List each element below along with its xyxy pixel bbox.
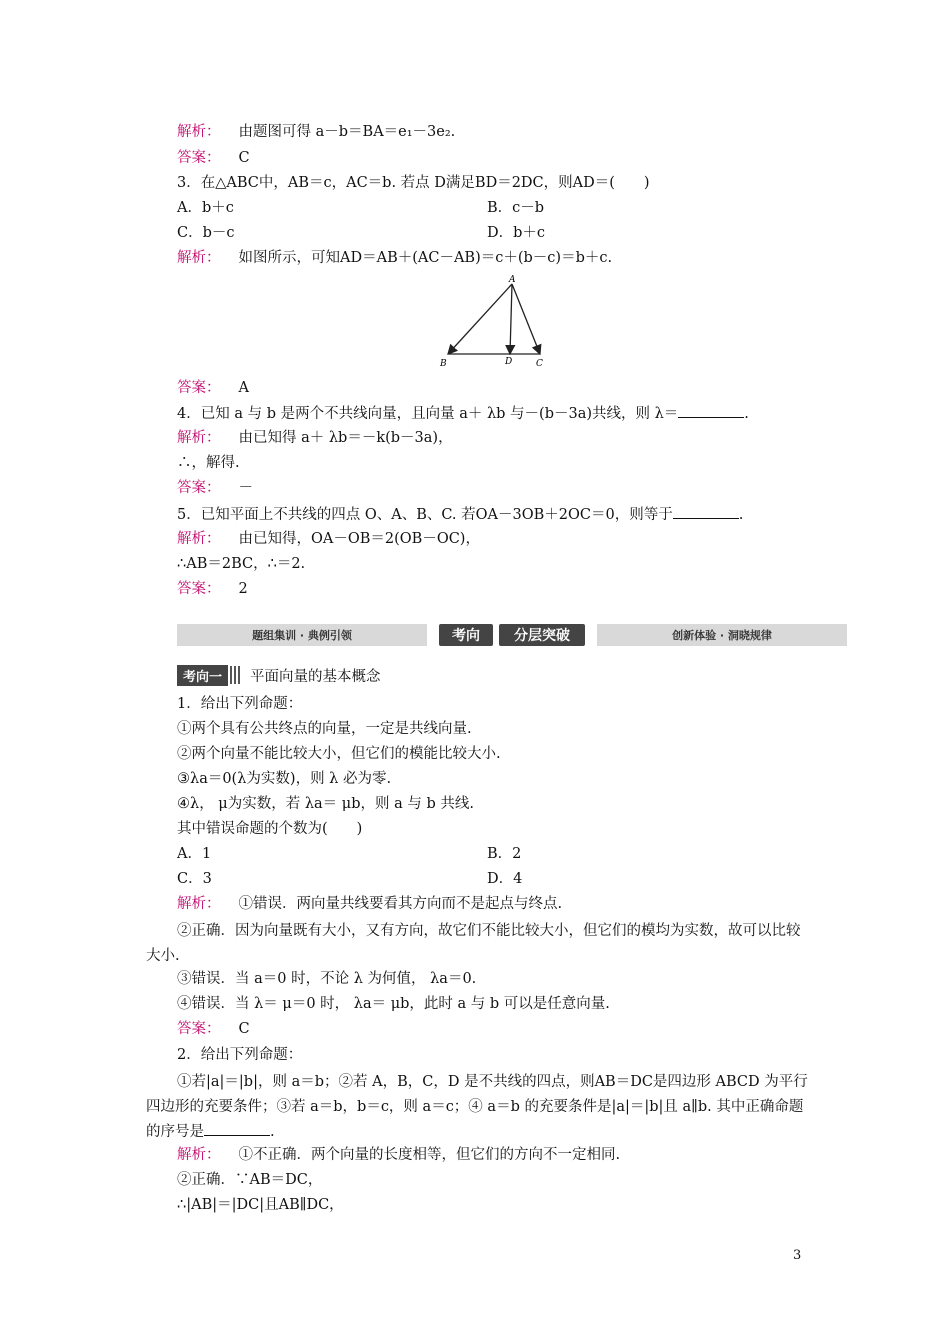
point-label-a: A (509, 275, 516, 285)
answer-label: 答案： (177, 380, 221, 396)
p2-analysis (177, 1145, 620, 1165)
p1-question: 其中错误命题的个数为( ) (177, 821, 363, 837)
analysis-label: 解析： (177, 896, 221, 912)
q3-analysis-text: 如图所示，可知AD＝AB＋(AC－AB)＝c＋(b－c)＝b＋c. (238, 250, 613, 266)
p2-line-3: ∴|AB|＝|DC|且AB∥DC， (177, 1197, 344, 1213)
section-heading (177, 664, 381, 686)
q4-stem-end: . (744, 406, 749, 422)
analysis-label: 解析： (177, 1147, 221, 1163)
analysis-label: 解析： (177, 430, 221, 446)
q4-stem-text: 4．已知 a 与 b 是两个不共线向量，且向量 a＋ λb 与－(b－3a)共线，则 λ＝ (177, 406, 679, 422)
p2-body-end: . (270, 1124, 275, 1140)
q3-answer-text: A (238, 380, 249, 396)
p1-line-2: ②正确．因为向量既有大小，又有方向，故它们不能比较大小，但它们的模均为实数，故可以比较大小. (146, 923, 801, 964)
q4-stem (177, 403, 749, 424)
q2-answer-text: C (238, 150, 250, 166)
q5-blank (673, 504, 739, 519)
q3-option-b: B．c－b (487, 200, 545, 216)
q5-line2: ∴AB＝2BC，∴＝2. (177, 556, 306, 572)
section-title: 平面向量的基本概念 (250, 668, 381, 685)
p1-option-c: C．3 (177, 871, 212, 887)
point-label-c: C (536, 359, 543, 369)
q4-answer-text: － (238, 480, 253, 496)
q3-option-d: D．b＋c (487, 225, 546, 241)
section-banner (177, 624, 847, 646)
q5-stem (177, 504, 743, 525)
q2-analysis (177, 122, 455, 142)
q5-answer-text: 2 (238, 581, 248, 597)
answer-label: 答案： (177, 1021, 221, 1037)
banner-mid-a: 考向 (439, 624, 493, 646)
p1-answer (177, 1019, 250, 1039)
point-label-b: B (440, 359, 447, 369)
p1-item-3: ③λa＝0(λ为实数)，则 λ 必为零. (177, 771, 392, 787)
q5-analysis (177, 529, 480, 549)
p1-item-4: ④λ， μ为实数，若 λa＝ μb，则 a 与 b 共线. (177, 796, 474, 812)
p1-line-3: ③错误．当 a＝0 时，不论 λ 为何值， λa＝0. (177, 971, 477, 987)
q5-stem-text: 5．已知平面上不共线的四点 O、A、B、C. 若OA－3OB＋2OC＝0，则等于 (177, 507, 673, 523)
vector-ac (512, 284, 540, 354)
p1-option-a: A．1 (177, 846, 212, 862)
q4-line2: ∴，解得. (177, 455, 240, 471)
answer-label: 答案： (177, 480, 221, 496)
p1-item-2: ②两个向量不能比较大小，但它们的模能比较大小. (177, 746, 501, 762)
analysis-label: 解析： (177, 124, 221, 140)
p1-option-d: D．4 (487, 871, 523, 887)
p2-body-text: ①若|a|＝|b|，则 a＝b；②若 A，B，C，D 是不共线的四点，则AB＝DC是四边形 ABCD 为平行四边形的充要条件；③若 a＝b，b＝c，则 a＝c；④ a＝b 的充要条件是|a|＝|b|且 a∥b. 其中正确命题的序号是 (146, 1074, 808, 1140)
q4-blank (678, 403, 744, 418)
q2-answer (177, 148, 250, 168)
q4-analysis-text: 由已知得 a＋ λb＝－k(b－3a)， (238, 430, 453, 446)
p1-answer-text: C (238, 1021, 250, 1037)
p2-body (146, 1070, 810, 1145)
answer-label: 答案： (177, 581, 221, 597)
answer-label: 答案： (177, 150, 221, 166)
p1-analysis-text: ①错误．两向量共线要看其方向而不是起点与终点. (238, 896, 563, 912)
q3-analysis (177, 248, 612, 268)
banner-mid (439, 624, 585, 646)
q4-answer (177, 478, 253, 498)
q3-option-c: C．b－c (177, 225, 235, 241)
q5-answer (177, 579, 248, 599)
section-tag: 考向一 (177, 665, 228, 686)
banner-left: 题组集训 · 典例引领 (177, 624, 427, 646)
p2-line-2: ②正确．∵AB＝DC， (177, 1172, 323, 1188)
banner-right: 创新体验 · 洞晓规律 (597, 624, 847, 646)
q2-analysis-text: 由题图可得 a－b＝BA＝e₁－3e₂. (238, 124, 456, 140)
q5-stem-end: . (738, 507, 744, 523)
point-label-d: D (505, 357, 513, 367)
banner-mid-b: 分层突破 (499, 624, 585, 646)
p2-analysis-text: ①不正确．两个向量的长度相等，但它们的方向不一定相同. (238, 1147, 621, 1163)
p1-line-4: ④错误．当 λ＝ μ＝0 时， λa＝ μb，此时 a 与 b 可以是任意向量. (177, 996, 610, 1012)
q3-stem: 3．在△ABC中，AB＝c，AC＝b. 若点 D满足BD＝2DC，则AD＝( ) (177, 175, 650, 191)
p1-stem: 1．给出下列命题： (177, 696, 303, 712)
tag-stripes (230, 666, 242, 684)
q3-answer (177, 378, 249, 398)
vector-ab (448, 284, 512, 354)
page-number: 3 (793, 1248, 802, 1263)
p1-analysis (177, 894, 562, 914)
p1-option-b: B．2 (487, 846, 522, 862)
p2-stem: 2．给出下列命题： (177, 1047, 303, 1063)
analysis-label: 解析： (177, 250, 221, 266)
p2-blank (204, 1121, 270, 1136)
analysis-label: 解析： (177, 531, 221, 547)
vector-ad (510, 284, 512, 354)
q3-option-a: A．b＋c (177, 200, 234, 216)
p1-item-1: ①两个具有公共终点的向量，一定是共线向量. (177, 721, 472, 737)
q4-analysis (177, 428, 453, 448)
triangle-figure (430, 272, 560, 372)
q5-analysis-text: 由已知得，OA－OB＝2(OB－OC)， (238, 531, 480, 547)
